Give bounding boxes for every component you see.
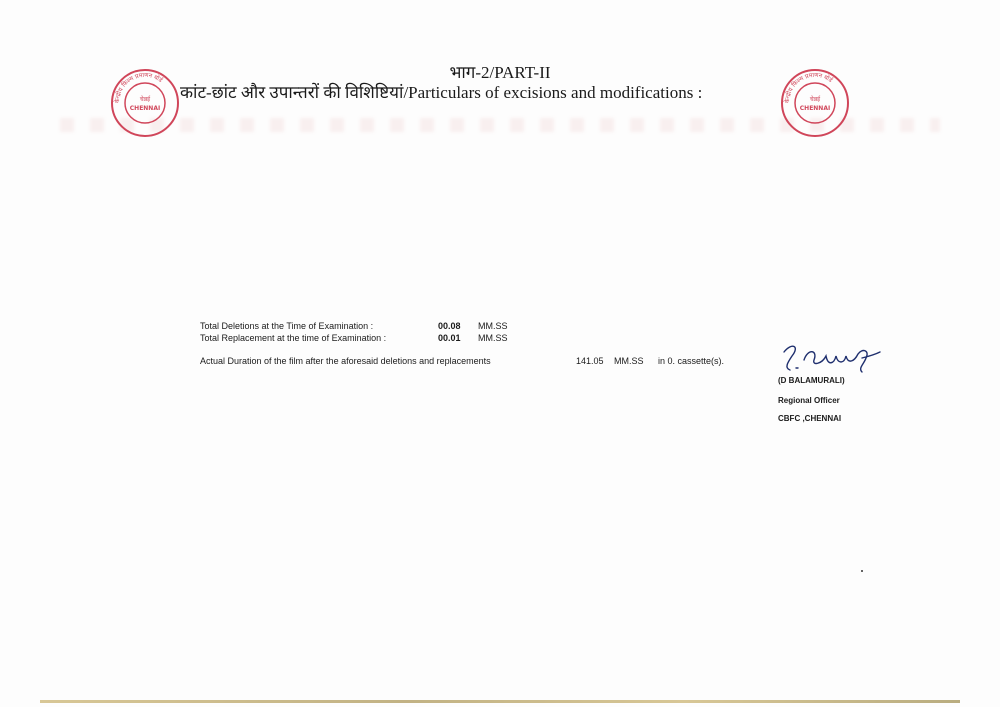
deletions-unit: MM.SS	[478, 321, 508, 331]
svg-text:CHENNAI: CHENNAI	[799, 105, 831, 112]
replacement-value: 00.01	[438, 333, 461, 343]
cbfc-seal-left	[110, 68, 180, 138]
officer-title: Regional Officer	[778, 396, 840, 405]
svg-text:चेन्नई: चेन्नई	[809, 96, 821, 103]
duration-value: 141.05	[576, 356, 604, 366]
officer-name: (D BALAMURALI)	[778, 376, 845, 385]
duration-label: Actual Duration of the film after the aforesaid deletions and replacements	[200, 356, 491, 366]
officer-office: CBFC ,CHENNAI	[778, 414, 842, 423]
speck	[861, 570, 863, 572]
replacement-unit: MM.SS	[478, 333, 508, 343]
svg-text:CHENNAI: CHENNAI	[129, 105, 161, 112]
signature	[778, 338, 888, 378]
deletions-label: Total Deletions at the Time of Examination :	[200, 321, 374, 331]
deletions-value: 00.08	[438, 321, 461, 331]
svg-text:केन्द्रीय फिल्म प्रमाणन बोर्ड: केन्द्रीय फिल्म प्रमाणन बोर्ड	[783, 71, 834, 104]
replacement-label: Total Replacement at the time of Examination :	[200, 333, 387, 343]
svg-text:चेन्नई: चेन्नई	[139, 96, 151, 103]
part-title: भाग-2/PART-II	[449, 63, 551, 82]
svg-text:केन्द्रीय फिल्म प्रमाणन बोर्ड: केन्द्रीय फिल्म प्रमाणन बोर्ड	[113, 71, 164, 104]
duration-unit: MM.SS	[614, 356, 644, 366]
cbfc-seal-right	[780, 68, 850, 138]
cassette-count: in 0. cassette(s).	[658, 356, 725, 366]
page-bottom-border	[40, 700, 960, 703]
excisions-heading: कांट-छांट और उपान्तरों की विशिष्टियां/Particulars of excisions and modifications :	[180, 83, 703, 102]
